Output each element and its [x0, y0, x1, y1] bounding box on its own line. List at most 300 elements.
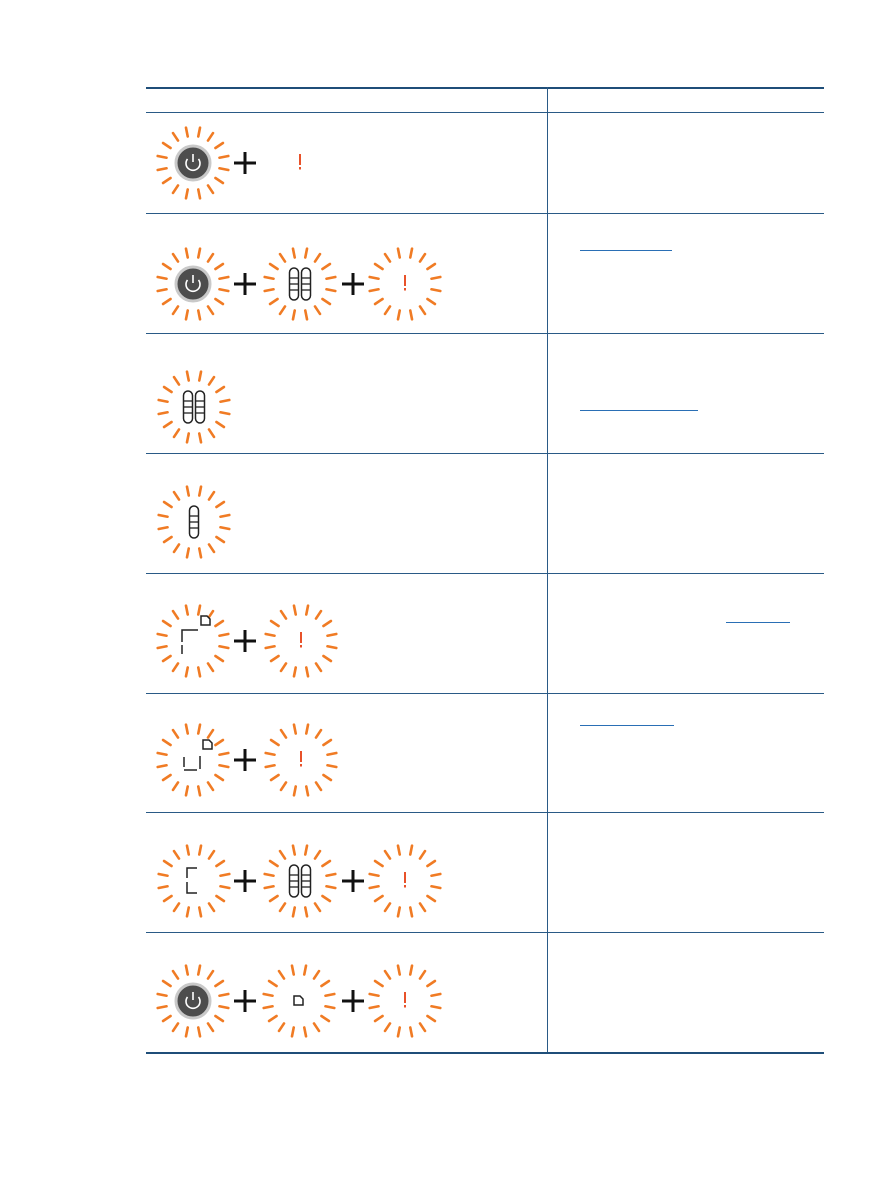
plus-icon	[234, 630, 256, 652]
glow-ray	[326, 289, 335, 291]
glow-ray	[215, 775, 222, 780]
attention-blinking-icon	[370, 846, 441, 917]
glow-ray	[219, 994, 228, 996]
glow-ray	[187, 846, 189, 855]
plus-icon	[234, 749, 256, 771]
table-bottom-rule	[146, 1052, 824, 1054]
glow-ray	[410, 966, 412, 975]
glow-ray	[174, 429, 179, 436]
glow-ray	[385, 851, 390, 858]
glow-ray	[198, 310, 200, 319]
glow-ray	[158, 994, 167, 996]
glow-ray	[215, 1016, 222, 1021]
glow-ray	[219, 156, 228, 158]
glow-ray	[325, 1006, 334, 1008]
glow-ray	[385, 971, 390, 978]
glow-ray	[306, 725, 308, 734]
glow-ray	[209, 851, 214, 858]
glow-ray	[304, 1027, 306, 1036]
glow-ray	[294, 786, 296, 795]
glow-ray	[322, 299, 329, 304]
glow-ray	[316, 663, 321, 670]
glow-ray	[198, 786, 200, 795]
glow-ray	[266, 765, 275, 767]
lights-cell	[146, 334, 546, 453]
glow-ray	[431, 886, 440, 888]
glow-ray	[327, 646, 336, 648]
single-cartridge-blinking-icon	[159, 487, 230, 558]
power-light-blinking-icon	[158, 249, 229, 320]
lights-cell	[146, 813, 546, 932]
glow-ray	[163, 1016, 170, 1021]
glow-ray	[186, 966, 188, 975]
glow-ray	[293, 249, 295, 258]
glow-ray	[270, 896, 277, 901]
glow-ray	[164, 861, 171, 866]
glow-ray	[427, 896, 434, 901]
glow-ray	[173, 663, 178, 670]
glow-ray	[305, 310, 307, 319]
glow-ray	[266, 646, 275, 648]
glow-ray	[215, 143, 222, 148]
glow-ray	[220, 515, 229, 517]
glow-ray	[173, 730, 178, 737]
glow-ray	[269, 981, 276, 986]
glow-ray	[159, 886, 168, 888]
glow-ray	[208, 782, 213, 789]
carriage-blinking-icon	[159, 846, 230, 917]
glow-ray	[281, 611, 286, 618]
glow-ray	[265, 289, 274, 291]
glow-ray	[158, 765, 167, 767]
glow-ray	[186, 606, 188, 615]
description-cell	[548, 574, 824, 693]
glow-ray	[174, 544, 179, 551]
glow-ray	[323, 621, 330, 626]
glow-ray	[163, 775, 170, 780]
glow-ray	[385, 254, 390, 261]
glow-ray	[159, 412, 168, 414]
glow-ray	[326, 277, 335, 279]
glow-ray	[198, 966, 200, 975]
glow-ray	[186, 189, 188, 198]
glow-ray	[271, 656, 278, 661]
glow-ray	[164, 537, 171, 542]
glow-ray	[198, 189, 200, 198]
glow-ray	[220, 400, 229, 402]
glow-ray	[159, 515, 168, 517]
glow-ray	[292, 966, 294, 975]
glow-ray	[219, 277, 228, 279]
glow-ray	[158, 634, 167, 636]
paper-jam-blinking-icon	[158, 725, 229, 796]
glow-ray	[427, 299, 434, 304]
glow-ray	[305, 907, 307, 916]
glow-ray	[220, 874, 229, 876]
help-link[interactable]	[726, 622, 790, 623]
glow-ray	[216, 422, 223, 427]
glow-ray	[199, 487, 201, 496]
glow-ray	[209, 544, 214, 551]
glow-ray	[420, 254, 425, 261]
help-link[interactable]	[580, 725, 674, 726]
glow-ray	[216, 502, 223, 507]
glow-ray	[326, 874, 335, 876]
glow-ray	[431, 994, 440, 996]
paper-tray-blinking-icon	[158, 606, 229, 677]
glow-ray	[431, 874, 440, 876]
glow-ray	[306, 606, 308, 615]
glow-ray	[281, 782, 286, 789]
table-row	[146, 214, 824, 333]
glow-ray	[219, 1006, 228, 1008]
glow-ray	[198, 606, 200, 615]
glow-ray	[198, 249, 200, 258]
power-light-blinking-icon	[158, 966, 229, 1037]
glow-ray	[431, 1006, 440, 1008]
glow-ray	[216, 896, 223, 901]
glow-ray	[294, 606, 296, 615]
description-cell	[548, 214, 824, 333]
glow-ray	[326, 886, 335, 888]
glow-ray	[270, 264, 277, 269]
glow-ray	[431, 289, 440, 291]
glow-ray	[294, 667, 296, 676]
glow-ray	[305, 846, 307, 855]
glow-ray	[199, 907, 201, 916]
glow-ray	[315, 306, 320, 313]
glow-ray	[163, 178, 170, 183]
glow-ray	[219, 289, 228, 291]
glow-ray	[186, 128, 188, 137]
glow-ray	[314, 1023, 319, 1030]
glow-ray	[215, 621, 222, 626]
glow-ray	[327, 634, 336, 636]
glow-ray	[375, 264, 382, 269]
glow-ray	[431, 277, 440, 279]
glow-ray	[187, 487, 189, 496]
power-light-blinking-icon	[158, 128, 229, 199]
glow-ray	[398, 249, 400, 258]
glow-ray	[280, 254, 285, 261]
glow-ray	[187, 907, 189, 916]
glow-ray	[163, 621, 170, 626]
glow-ray	[385, 903, 390, 910]
glow-ray	[219, 634, 228, 636]
glow-ray	[209, 492, 214, 499]
ink-cartridges-blinking-icon	[265, 249, 336, 320]
glow-ray	[398, 310, 400, 319]
lights-cell	[146, 694, 546, 812]
plus-icon	[234, 152, 256, 174]
glow-ray	[164, 896, 171, 901]
table-row	[146, 334, 824, 453]
glow-ray	[385, 306, 390, 313]
plus-icon	[234, 870, 256, 892]
glow-ray	[159, 874, 168, 876]
glow-ray	[173, 185, 178, 192]
glow-ray	[216, 387, 223, 392]
glow-ray	[316, 730, 321, 737]
glow-ray	[215, 656, 222, 661]
glow-ray	[173, 306, 178, 313]
glow-ray	[209, 377, 214, 384]
plus-icon	[234, 990, 256, 1012]
header-description	[552, 87, 822, 112]
glow-ray	[265, 886, 274, 888]
glow-ray	[398, 966, 400, 975]
description-cell	[548, 454, 824, 573]
glow-ray	[327, 753, 336, 755]
glow-ray	[264, 1006, 273, 1008]
glow-ray	[265, 277, 274, 279]
glow-ray	[322, 861, 329, 866]
glow-ray	[215, 299, 222, 304]
glow-ray	[420, 1023, 425, 1030]
glow-ray	[164, 387, 171, 392]
plus-icon	[342, 273, 364, 295]
glow-ray	[199, 433, 201, 442]
glow-ray	[315, 254, 320, 261]
glow-ray	[314, 971, 319, 978]
lights-cell	[146, 574, 546, 693]
glow-ray	[325, 994, 334, 996]
glow-ray	[280, 903, 285, 910]
glow-ray	[427, 861, 434, 866]
glow-ray	[370, 289, 379, 291]
glow-ray	[280, 851, 285, 858]
glow-ray	[158, 646, 167, 648]
glow-ray	[173, 254, 178, 261]
glow-ray	[209, 903, 214, 910]
glow-ray	[215, 178, 222, 183]
glow-ray	[219, 753, 228, 755]
header-lights	[150, 87, 540, 112]
glow-ray	[269, 1016, 276, 1021]
glow-ray	[266, 634, 275, 636]
glow-ray	[173, 782, 178, 789]
glow-ray	[158, 168, 167, 170]
glow-ray	[375, 896, 382, 901]
glow-ray	[279, 1023, 284, 1030]
lights-cell	[146, 933, 546, 1052]
glow-ray	[208, 254, 213, 261]
glow-ray	[266, 753, 275, 755]
glow-ray	[327, 765, 336, 767]
glow-ray	[216, 537, 223, 542]
glow-ray	[187, 372, 189, 381]
glow-ray	[315, 903, 320, 910]
glow-ray	[427, 981, 434, 986]
help-link[interactable]	[580, 410, 698, 411]
glow-ray	[306, 667, 308, 676]
attention-blinking-icon	[266, 606, 337, 677]
glow-ray	[164, 502, 171, 507]
glow-ray	[198, 1027, 200, 1036]
glow-ray	[186, 249, 188, 258]
glow-ray	[265, 874, 274, 876]
table-row	[146, 454, 824, 573]
glow-ray	[321, 981, 328, 986]
glow-ray	[209, 429, 214, 436]
glow-ray	[159, 400, 168, 402]
plus-icon	[342, 870, 364, 892]
glow-ray	[292, 1027, 294, 1036]
glow-ray	[159, 527, 168, 529]
glow-ray	[375, 1016, 382, 1021]
description-cell	[548, 113, 824, 213]
glow-ray	[316, 782, 321, 789]
glow-ray	[420, 971, 425, 978]
glow-ray	[398, 846, 400, 855]
glow-ray	[208, 730, 213, 737]
glow-ray	[186, 725, 188, 734]
glow-ray	[163, 656, 170, 661]
glow-ray	[420, 851, 425, 858]
glow-ray	[270, 299, 277, 304]
glow-ray	[370, 277, 379, 279]
glow-ray	[219, 168, 228, 170]
glow-ray	[410, 249, 412, 258]
glow-ray	[220, 412, 229, 414]
glow-ray	[198, 667, 200, 676]
glow-ray	[215, 981, 222, 986]
glow-ray	[375, 861, 382, 866]
glow-ray	[271, 621, 278, 626]
glow-ray	[208, 1023, 213, 1030]
glow-ray	[186, 667, 188, 676]
glow-ray	[410, 1027, 412, 1036]
glow-ray	[220, 886, 229, 888]
description-cell	[548, 933, 824, 1052]
glow-ray	[322, 264, 329, 269]
plus-icon	[342, 990, 364, 1012]
glow-ray	[158, 753, 167, 755]
glow-ray	[280, 306, 285, 313]
help-link[interactable]	[580, 250, 672, 251]
glow-ray	[198, 725, 200, 734]
glow-ray	[208, 133, 213, 140]
glow-ray	[410, 310, 412, 319]
glow-ray	[208, 185, 213, 192]
glow-ray	[264, 994, 273, 996]
lights-cell	[146, 214, 546, 333]
description-cell	[548, 813, 824, 932]
glow-ray	[306, 786, 308, 795]
glow-ray	[281, 730, 286, 737]
description-cell	[548, 334, 824, 453]
attention-mark-icon	[299, 154, 301, 170]
glow-ray	[163, 740, 170, 745]
glow-ray	[215, 264, 222, 269]
glow-ray	[163, 264, 170, 269]
glow-ray	[293, 846, 295, 855]
attention-blinking-icon	[266, 725, 337, 796]
ink-cartridges-blinking-icon	[265, 846, 336, 917]
attention-blinking-icon	[370, 249, 441, 320]
glow-ray	[220, 527, 229, 529]
plus-icon	[234, 273, 256, 295]
glow-ray	[427, 1016, 434, 1021]
glow-ray	[323, 740, 330, 745]
glow-ray	[186, 310, 188, 319]
glow-ray	[158, 277, 167, 279]
glow-ray	[323, 656, 330, 661]
glow-ray	[199, 548, 201, 557]
glow-ray	[174, 851, 179, 858]
glow-ray	[219, 646, 228, 648]
glow-ray	[410, 907, 412, 916]
glow-ray	[208, 971, 213, 978]
glow-ray	[427, 264, 434, 269]
glow-ray	[187, 433, 189, 442]
glow-ray	[173, 133, 178, 140]
glow-ray	[163, 143, 170, 148]
glow-ray	[293, 310, 295, 319]
glow-ray	[398, 1027, 400, 1036]
glow-ray	[281, 663, 286, 670]
ink-cartridges-blinking-icon	[159, 372, 230, 443]
description-cell	[548, 694, 824, 812]
glow-ray	[271, 775, 278, 780]
glow-ray	[420, 306, 425, 313]
glow-ray	[294, 725, 296, 734]
glow-ray	[187, 548, 189, 557]
glow-ray	[158, 156, 167, 158]
glow-ray	[164, 422, 171, 427]
glow-ray	[186, 786, 188, 795]
glow-ray	[271, 740, 278, 745]
table-row	[146, 813, 824, 932]
glow-ray	[186, 1027, 188, 1036]
glow-ray	[215, 740, 222, 745]
table-row	[146, 113, 824, 213]
glow-ray	[370, 1006, 379, 1008]
table-row	[146, 694, 824, 812]
glow-ray	[370, 886, 379, 888]
lights-cell	[146, 113, 546, 213]
glow-ray	[163, 981, 170, 986]
glow-ray	[420, 903, 425, 910]
glow-ray	[385, 1023, 390, 1030]
paper-blinking-icon	[264, 966, 335, 1037]
glow-ray	[173, 971, 178, 978]
glow-ray	[158, 1006, 167, 1008]
glow-ray	[219, 765, 228, 767]
glow-ray	[270, 861, 277, 866]
attention-blinking-icon	[370, 966, 441, 1037]
glow-ray	[375, 299, 382, 304]
table-row	[146, 574, 824, 693]
glow-ray	[216, 861, 223, 866]
glow-ray	[375, 981, 382, 986]
table-row	[146, 933, 824, 1052]
glow-ray	[173, 1023, 178, 1030]
glow-ray	[208, 663, 213, 670]
glow-ray	[174, 492, 179, 499]
glow-ray	[304, 966, 306, 975]
glow-ray	[293, 907, 295, 916]
glow-ray	[370, 874, 379, 876]
glow-ray	[370, 994, 379, 996]
glow-ray	[174, 377, 179, 384]
glow-ray	[208, 306, 213, 313]
glow-ray	[174, 903, 179, 910]
glow-ray	[315, 851, 320, 858]
glow-ray	[321, 1016, 328, 1021]
glow-ray	[279, 971, 284, 978]
glow-ray	[163, 299, 170, 304]
